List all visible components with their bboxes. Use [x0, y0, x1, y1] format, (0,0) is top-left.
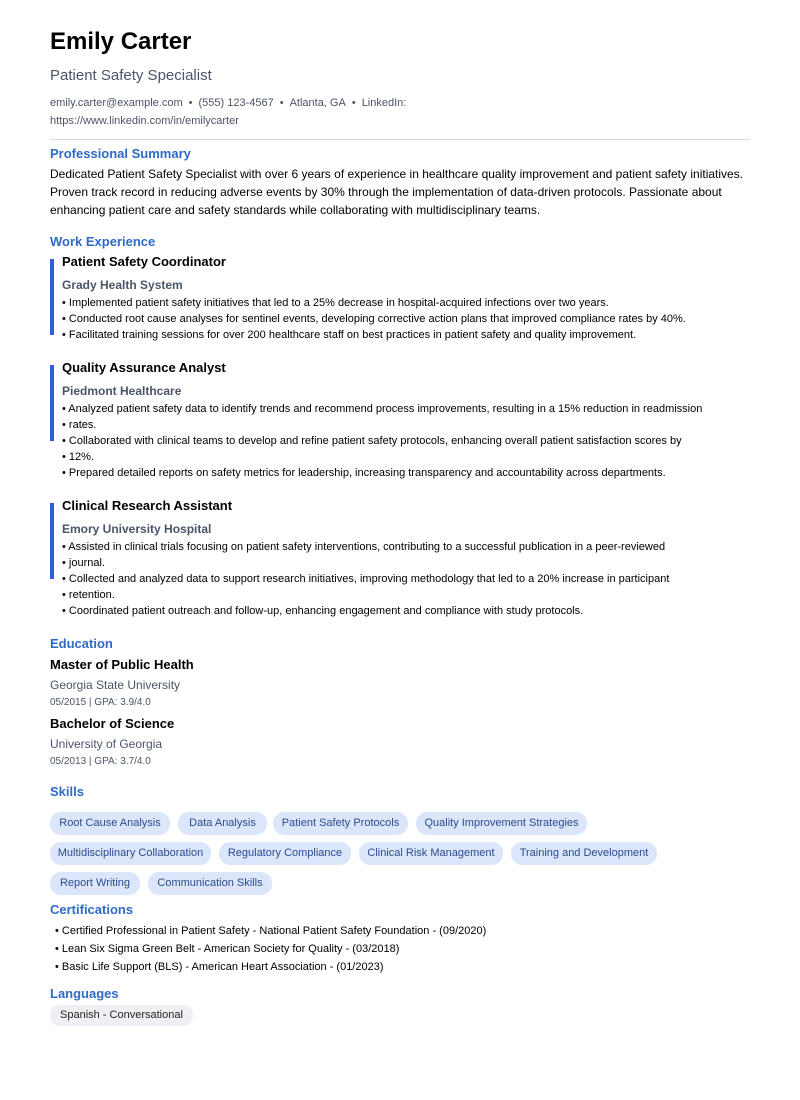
- skills-row: [50, 812, 750, 842]
- job-title: Clinical Research Assistant: [62, 498, 233, 513]
- section-heading-skills: Skills: [50, 784, 84, 799]
- contact-linkedin-url[interactable]: https://www.linkedin.com/in/emilycarter: [50, 115, 239, 127]
- languages-list: [50, 1002, 750, 1026]
- job-bullet: • rates.: [62, 419, 97, 431]
- job-entry: [50, 359, 750, 481]
- contact-linkedin-label: LinkedIn:: [361, 97, 407, 109]
- skill-chip: Communication Skills: [148, 872, 272, 895]
- certification-item: • Basic Life Support (BLS) - American Heart Association - (01/2023): [55, 961, 384, 973]
- candidate-title: Patient Safety Specialist: [50, 67, 212, 84]
- language-chip: Spanish - Conversational: [50, 1005, 193, 1026]
- skill-chip: Root Cause Analysis: [50, 812, 170, 835]
- job-bullet: • 12%.: [62, 451, 94, 463]
- job-bullet: • Collected and analyzed data to support research initiatives, improving methodology that led to a 20% increase in participant: [62, 573, 670, 585]
- job-title: Patient Safety Coordinator: [62, 254, 226, 269]
- job-accent-bar: [50, 365, 54, 441]
- skills-list: [50, 812, 750, 902]
- job-bullets: [62, 539, 750, 619]
- skill-chip: Regulatory Compliance: [219, 842, 351, 865]
- skill-chip: Quality Improvement Strategies: [416, 812, 587, 835]
- job-bullet: • Analyzed patient safety data to identify trends and recommend process improvements, resulting in a 15% reduction in readmission: [62, 403, 703, 415]
- job-company: Piedmont Healthcare: [62, 384, 182, 398]
- contact-location: Atlanta, GA: [289, 97, 346, 109]
- skills-row: [50, 842, 750, 872]
- contact-separator: •: [279, 97, 284, 109]
- certification-item: • Lean Six Sigma Green Belt - American Society for Quality - (03/2018): [55, 943, 400, 955]
- job-bullet: • Facilitated training sessions for over 200 healthcare staff on best practices in patient safety and quality improvement.: [62, 329, 637, 341]
- contact-phone[interactable]: (555) 123-4567: [198, 97, 274, 109]
- education-degree: Master of Public Health: [50, 657, 194, 672]
- job-company: Grady Health System: [62, 278, 183, 292]
- job-bullet: • retention.: [62, 589, 115, 601]
- job-company: Emory University Hospital: [62, 522, 212, 536]
- skill-chip: Patient Safety Protocols: [273, 812, 408, 835]
- contact-line: [50, 94, 410, 130]
- education-date-gpa: 05/2015 | GPA: 3.9/4.0: [50, 697, 151, 708]
- section-heading-languages: Languages: [50, 986, 119, 1001]
- certification-item: • Certified Professional in Patient Safety - National Patient Safety Foundation - (09/2020): [55, 925, 487, 937]
- certifications-list: [50, 922, 750, 976]
- summary-text: Dedicated Patient Safety Specialist with over 6 years of experience in healthcare quality improvement and patient safety initiatives. Proven track record in reducing adverse events by 30% through the implementation of data-driven protocols. Passionate about enhancing patient care and safety standards while collaborating with multidisciplinary teams.: [50, 167, 744, 217]
- job-bullets: [62, 401, 750, 481]
- skill-chip: Data Analysis: [178, 812, 267, 835]
- education-school: Georgia State University: [50, 678, 181, 692]
- education-date-gpa: 05/2013 | GPA: 3.7/4.0: [50, 756, 151, 767]
- skills-row: [50, 872, 750, 902]
- section-heading-experience: Work Experience: [50, 234, 156, 249]
- job-entry: [50, 497, 750, 619]
- skill-chip: Multidisciplinary Collaboration: [50, 842, 211, 865]
- job-bullet: • Assisted in clinical trials focusing on patient safety interventions, contributing to a successful publication in a peer-reviewed: [62, 541, 666, 553]
- section-heading-education: Education: [50, 636, 113, 651]
- job-bullets: [62, 295, 750, 343]
- contact-email[interactable]: emily.carter@example.com: [50, 97, 183, 109]
- job-bullet: • Coordinated patient outreach and follow-up, enhancing engagement and compliance with study protocols.: [62, 605, 584, 617]
- candidate-name: Emily Carter: [50, 28, 192, 55]
- job-bullet: • Collaborated with clinical teams to develop and refine patient safety protocols, enhancing overall patient satisfaction scores by: [62, 435, 682, 447]
- education-entry: [50, 715, 750, 769]
- contact-separator: •: [351, 97, 356, 109]
- job-entry: [50, 253, 750, 343]
- job-title: Quality Assurance Analyst: [62, 360, 226, 375]
- education-entry: [50, 656, 750, 710]
- job-bullet: • journal.: [62, 557, 105, 569]
- job-accent-bar: [50, 503, 54, 579]
- skill-chip: Report Writing: [50, 872, 140, 895]
- header-divider: [50, 139, 750, 140]
- education-school: University of Georgia: [50, 737, 163, 751]
- section-heading-summary: Professional Summary: [50, 146, 191, 161]
- section-heading-certifications: Certifications: [50, 902, 134, 917]
- skill-chip: Clinical Risk Management: [359, 842, 503, 865]
- job-bullet: • Implemented patient safety initiatives that led to a 25% decrease in hospital-acquired infections over two years.: [62, 297, 609, 309]
- contact-separator: •: [188, 97, 193, 109]
- job-bullet: • Conducted root cause analyses for sentinel events, developing corrective action plans that improved compliance rates by 40%.: [62, 313, 686, 325]
- skill-chip: Training and Development: [511, 842, 657, 865]
- education-degree: Bachelor of Science: [50, 716, 175, 731]
- job-bullet: • Prepared detailed reports on safety metrics for leadership, increasing transparency and accountability across departments.: [62, 467, 666, 479]
- job-accent-bar: [50, 259, 54, 335]
